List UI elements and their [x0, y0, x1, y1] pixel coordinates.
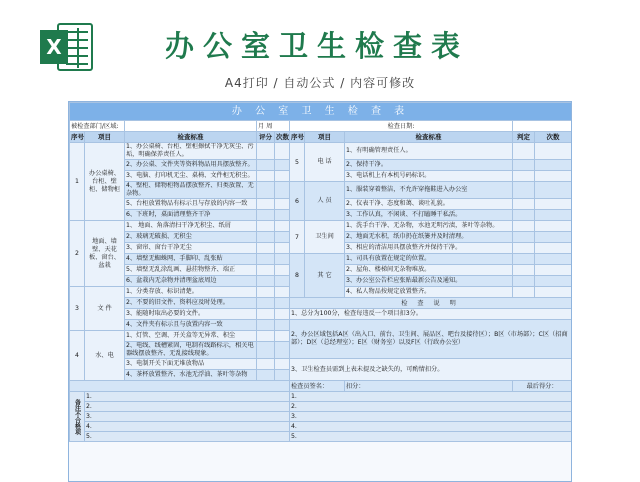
- count-cell[interactable]: [275, 265, 290, 276]
- inspection-table: [69, 102, 572, 442]
- column-header-row: [70, 132, 572, 143]
- remark-line[interactable]: 5.: [290, 432, 572, 442]
- score-cell[interactable]: [257, 331, 275, 342]
- count-cell[interactable]: [535, 232, 572, 243]
- check-standard: 4、壁柜、储物柜物品摆放整齐、归类放置、无杂物。: [125, 182, 257, 199]
- table-row: [70, 254, 572, 265]
- count-cell[interactable]: [535, 182, 572, 199]
- check-standard: 1、洗手台干净、无杂物，水池无明污渍，茶叶等杂物。: [345, 221, 513, 232]
- count-cell[interactable]: [275, 199, 290, 210]
- check-standard: 1、有明确管理责任人。: [345, 143, 513, 160]
- score-cell[interactable]: [257, 143, 275, 160]
- col-header: 次数: [535, 132, 572, 143]
- score-cell[interactable]: [257, 298, 275, 309]
- count-cell[interactable]: [275, 182, 290, 199]
- check-standard: 1、 地面、角落清扫干净无积尘、纸屑: [125, 221, 257, 232]
- remark-row: [70, 432, 572, 442]
- group-name: 水、电: [85, 331, 125, 381]
- col-header: 序号: [291, 132, 304, 141]
- judge-cell[interactable]: [513, 276, 535, 287]
- signature-spacer: [70, 381, 290, 392]
- remark-line[interactable]: 4.: [85, 422, 290, 432]
- check-standard: 3、窗帘、窗台干净无尘: [125, 243, 257, 254]
- check-standard: 1、办公桌椅、台柜、壁柜擦拭干净无灰尘、污垢，明确保养责任人。: [125, 143, 257, 160]
- remark-line[interactable]: 2.: [290, 402, 572, 412]
- group-number: 1: [70, 143, 85, 221]
- score-cell[interactable]: [257, 160, 275, 171]
- dept-label: 被检查部门/区域:: [70, 121, 125, 132]
- score-cell[interactable]: [257, 309, 275, 320]
- check-standard: 3、办公室公告栏应张贴最新公告及通知。: [345, 276, 513, 287]
- col-header: 判定: [513, 132, 535, 143]
- page-subtitle: A4打印 / 自动公式 / 内容可修改: [224, 76, 416, 90]
- remark-row: [70, 392, 572, 402]
- remark-row: [70, 422, 572, 432]
- count-cell[interactable]: [275, 143, 290, 160]
- judge-cell[interactable]: [513, 243, 535, 254]
- check-standard: 3、工作认真，不闲谈、不打瞌睡干私活。: [345, 210, 513, 221]
- check-standard: 2、保持干净。: [345, 160, 513, 171]
- check-standard: 6、盆栽内无杂物并清理盆底周边: [125, 276, 257, 287]
- check-standard: 2、玻璃无破损、无积尘: [125, 232, 257, 243]
- check-standard: 4、文件夹有标示且与放置内容一致: [125, 320, 257, 331]
- notes-title: 检 查 说 明: [290, 298, 572, 309]
- count-cell[interactable]: [535, 160, 572, 171]
- score-cell[interactable]: [257, 265, 275, 276]
- score-cell[interactable]: [257, 243, 275, 254]
- count-cell[interactable]: [275, 254, 290, 265]
- table-row: [70, 320, 572, 331]
- group-number: 4: [70, 331, 85, 381]
- count-cell[interactable]: [275, 243, 290, 254]
- check-standard: 5、台柜放置物品有标示且与存放的内容一致: [125, 199, 257, 210]
- count-cell[interactable]: [535, 276, 572, 287]
- group-number: 2: [70, 221, 85, 287]
- score-cell[interactable]: [257, 370, 275, 381]
- final-score-label: 最后得分：: [513, 381, 572, 392]
- count-cell[interactable]: [275, 232, 290, 243]
- col-header: 项目: [85, 132, 125, 143]
- remark-line[interactable]: 1.: [85, 392, 290, 402]
- judge-cell[interactable]: [513, 265, 535, 276]
- judge-cell[interactable]: [513, 210, 535, 221]
- check-standard: 4、茶杯放置整齐、水池无浮油、茶叶等杂物: [125, 370, 257, 381]
- judge-cell[interactable]: [513, 199, 535, 210]
- count-cell[interactable]: [535, 221, 572, 232]
- table-row: [70, 143, 572, 160]
- table-row: [70, 298, 572, 309]
- note-line: 2、办公区域包括A区（出入口、前台、卫生间、展品区、吧台及接待区）；B区（市场部）；C区（招商部）；D区（总经理室）；E区（财务室）以及F区（行政办公室）: [290, 320, 572, 359]
- remark-line[interactable]: 2.: [85, 402, 290, 412]
- judge-cell[interactable]: [513, 160, 535, 171]
- check-standard: 3、电脑、打印机无尘、桌椅、文件柜无积尘。: [125, 171, 257, 182]
- check-standard: 2、仪表干净、态度和蔼、谈吐礼貌。: [345, 199, 513, 210]
- count-cell[interactable]: [535, 210, 572, 221]
- table-row: [70, 221, 572, 232]
- sheet-title: 办 公 室 卫 生 检 查 表: [70, 103, 572, 121]
- remark-line[interactable]: 5.: [85, 432, 290, 442]
- check-standard: 1、灯管、空调、开关盒等无异常、积尘: [125, 331, 257, 342]
- score-cell[interactable]: [257, 171, 275, 182]
- check-standard: 3、能随时取出必要的文件。: [125, 309, 257, 320]
- svg-text:X: X: [46, 35, 62, 59]
- check-standard: 1、服装穿着整洁，不允许穿拖鞋进入办公室: [345, 182, 513, 199]
- check-standard: 3、相应的清洁用具摆放整齐并保持干净。: [345, 243, 513, 254]
- group-number: 5: [290, 143, 305, 182]
- group-name: 办公桌椅、台柜、壁柜、储物柜: [85, 143, 125, 221]
- count-cell[interactable]: [275, 276, 290, 287]
- table-row: [70, 359, 572, 370]
- table-row: [70, 182, 572, 199]
- judge-cell[interactable]: [513, 221, 535, 232]
- count-cell[interactable]: [535, 199, 572, 210]
- score-cell[interactable]: [257, 182, 275, 199]
- count-cell[interactable]: [275, 287, 290, 298]
- judge-cell[interactable]: [513, 254, 535, 265]
- count-cell[interactable]: [275, 331, 290, 342]
- month-label: 月: [258, 122, 265, 130]
- col-header: 评分: [257, 132, 275, 143]
- score-cell[interactable]: [257, 232, 275, 243]
- judge-cell[interactable]: [513, 171, 535, 182]
- remark-line[interactable]: 4.: [290, 422, 572, 432]
- deduction-label: 扣分：: [345, 381, 513, 392]
- spreadsheet-preview: [68, 101, 572, 482]
- check-standard: 4、私人物品按规定放置整齐。: [345, 287, 513, 298]
- group-number: 8: [290, 254, 305, 298]
- count-cell[interactable]: [275, 342, 290, 359]
- count-cell[interactable]: [275, 320, 290, 331]
- count-cell[interactable]: [535, 143, 572, 160]
- count-cell[interactable]: [275, 221, 290, 232]
- count-cell[interactable]: [535, 171, 572, 182]
- count-cell[interactable]: [535, 287, 572, 298]
- score-cell[interactable]: [257, 342, 275, 359]
- judge-cell[interactable]: [513, 232, 535, 243]
- note-line: 3、卫生检查员需到上表未提及之缺失的，可酌情扣分。: [290, 359, 572, 381]
- count-cell[interactable]: [275, 309, 290, 320]
- score-cell[interactable]: [257, 199, 275, 210]
- remark-label: 备注不合格项: [70, 392, 85, 442]
- week-label: 周: [266, 122, 273, 130]
- col-header: 检查标准: [125, 132, 257, 143]
- check-standard: 1、司具有放置在规定的位置。: [345, 254, 513, 265]
- note-line: 1、总分为100分，检查每违反一个项目扣3分。: [290, 309, 572, 320]
- count-cell[interactable]: [275, 171, 290, 182]
- date-label: 检查日期:: [290, 121, 513, 132]
- check-standard: 2、地面无水积，纸巾扔在纸篓并及时清理。: [345, 232, 513, 243]
- excel-icon: [38, 22, 96, 72]
- check-standard: 5、墙壁无乱涂乱画、悬挂物整齐、端正: [125, 265, 257, 276]
- group-name: 其 它: [305, 254, 345, 298]
- score-cell[interactable]: [257, 359, 275, 370]
- score-cell[interactable]: [257, 276, 275, 287]
- count-cell[interactable]: [275, 210, 290, 221]
- check-standard: 2、电线、线槽紧固，电制有线路标示，相关电器线摆放整齐、无乱接线现象。: [125, 342, 257, 359]
- judge-cell[interactable]: [513, 143, 535, 160]
- remark-row: [70, 412, 572, 422]
- col-header: 检查标准: [345, 132, 513, 143]
- group-number: 7: [290, 221, 305, 254]
- score-cell[interactable]: [257, 320, 275, 331]
- col-header: 项目: [305, 132, 345, 143]
- col-header: 序号: [71, 132, 84, 141]
- count-cell[interactable]: [275, 370, 290, 381]
- judge-cell[interactable]: [513, 287, 535, 298]
- score-cell[interactable]: [257, 210, 275, 221]
- count-cell[interactable]: [535, 243, 572, 254]
- check-standard: 2、办公桌、文件夹等资料物品用具摆放整齐。: [125, 160, 257, 171]
- remark-line[interactable]: 3.: [290, 412, 572, 422]
- remark-row: [70, 402, 572, 412]
- col-header: 次数: [276, 132, 289, 141]
- group-name: 卫生间: [305, 221, 345, 254]
- week-field[interactable]: [257, 121, 290, 132]
- check-standard: 4、墙壁无蜘蛛网、手脚印、乱张贴: [125, 254, 257, 265]
- group-number: 6: [290, 182, 305, 221]
- count-cell[interactable]: [275, 160, 290, 171]
- group-name: 人 员: [305, 182, 345, 221]
- check-standard: 2、屋角、楼梯间无杂物堆放。: [345, 265, 513, 276]
- group-number: 3: [70, 287, 85, 331]
- count-cell[interactable]: [535, 254, 572, 265]
- count-cell[interactable]: [275, 359, 290, 370]
- check-standard: 1、分类存放、标识清楚。: [125, 287, 257, 298]
- check-standard: 6、下班时，桌面清理整齐干净: [125, 210, 257, 221]
- check-standard: 3、电话机上有本机号码标识。: [345, 171, 513, 182]
- remark-line[interactable]: 1.: [290, 392, 572, 402]
- page-title: 办公室卫生检查表: [165, 29, 470, 63]
- date-value[interactable]: [513, 121, 572, 132]
- group-name: 电 话: [305, 143, 345, 182]
- inspector-label: 检查员签名：: [290, 381, 345, 392]
- group-name: 地面、墙壁、天花板、窗台、盆栽: [85, 221, 125, 287]
- score-cell[interactable]: [257, 221, 275, 232]
- check-standard: 3、电制开关下面无堆放物品: [125, 359, 257, 370]
- group-name: 文 件: [85, 287, 125, 331]
- dept-value[interactable]: [125, 121, 257, 132]
- remark-line[interactable]: 3.: [85, 412, 290, 422]
- score-cell[interactable]: [257, 287, 275, 298]
- count-cell[interactable]: [535, 265, 572, 276]
- score-cell[interactable]: [257, 254, 275, 265]
- signature-row: [70, 381, 572, 392]
- count-cell[interactable]: [275, 298, 290, 309]
- judge-cell[interactable]: [513, 182, 535, 199]
- check-standard: 2、不要的旧文件、资料应及时处理。: [125, 298, 257, 309]
- table-row: [70, 309, 572, 320]
